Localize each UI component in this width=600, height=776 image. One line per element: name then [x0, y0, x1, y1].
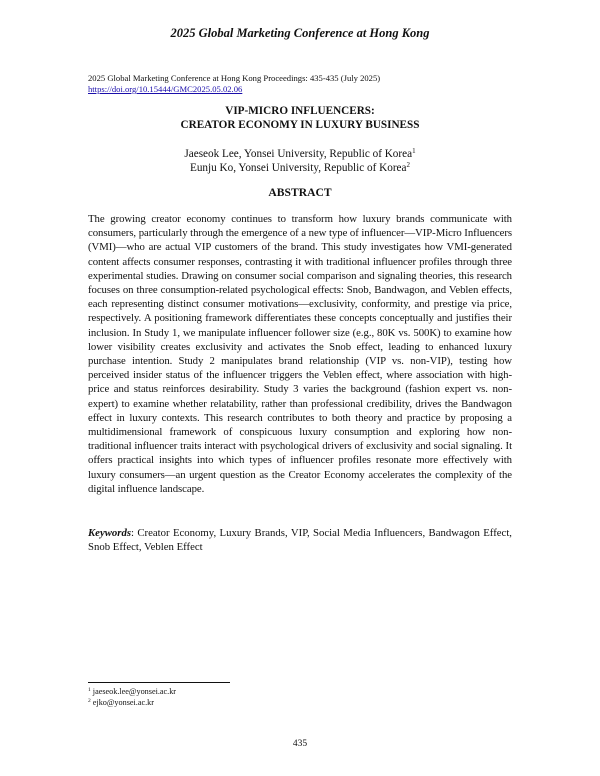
author-1-footnote-mark: 1 [412, 147, 416, 155]
title-line-2: CREATOR ECONOMY IN LUXURY BUSINESS [180, 119, 420, 131]
author-2-footnote-mark: 2 [406, 161, 410, 169]
proceedings-info [88, 73, 528, 95]
keywords-label: Keywords [88, 527, 131, 539]
footnotes [88, 686, 176, 708]
author-2 [60, 161, 540, 175]
abstract-body: The growing creator economy continues to transform how luxury brands communicate with consumers, particularly through the emergence of a new type of influencer—VIP-Micro Influencers (VMI)—who are actual VIP customers of the brand. This study investigates how VMI-generated content affects consumer responses, contrasting it with traditional influencer profiles through three experimental studies. Drawing on consumer social comparison and signaling theories, this research focuses on three consumption-related psychological effects: Snob, Bandwagon, and Veblen effects, each representing distinct consumer motivations—exclusivity, conformity, and prestige via price, respectively. A positioning framework differentiates these concepts conceptually and justifies their inclusion. In Study 1, we manipulate influencer follower size (e.g., 80K vs. 500K) to examine how lower visibility creates exclusivity and activates the Snob effect, leading to enhanced luxury purchase intention. Study 2 manipulates brand relationship (VIP vs. non-VIP), testing how perceived insider status of the influencer triggers the Veblen effect, where association with high-price and status reinforces desirability. Study 3 varies the background (fashion expert vs. non-expert) to examine whether relatability, rather than professional credibility, drives the Bandwagon effect in luxury contexts. This research contributes to both theory and practice by proposing a multidimensional framework of conspicuous luxury consumption and exploring how non-traditional influencer traits interact with psychological drivers of exclusivity and social signaling. It offers practical insights into which types of influencer profiles resonate more effectively with luxury consumers—an urgent question as the Creator Economy accelerates the complexity of the digital influence landscape. [88, 213, 512, 495]
proceedings-citation: 2025 Global Marketing Conference at Hong Kong Proceedings: 435-435 (July 2025) [88, 73, 381, 83]
author-1 [60, 147, 540, 161]
footnote-1-mark: 1 [88, 687, 91, 693]
footnote-1 [88, 686, 176, 697]
footnote-2-email: ejko@yonsei.ac.kr [90, 698, 154, 707]
author-2-text: Eunju Ko, Yonsei University, Republic of Korea [190, 162, 407, 174]
title-line-1: VIP-MICRO INFLUENCERS: [225, 105, 375, 117]
author-list [60, 147, 540, 175]
footnote-1-email: jaeseok.lee@yonsei.ac.kr [90, 687, 177, 696]
author-1-text: Jaeseok Lee, Yonsei University, Republic of Korea [184, 148, 413, 160]
footnote-2 [88, 697, 176, 708]
running-header: 2025 Global Marketing Conference at Hong Kong [170, 26, 430, 40]
page-number: 435 [292, 739, 308, 749]
abstract-heading: ABSTRACT [268, 186, 332, 199]
doi-link[interactable]: https://doi.org/10.15444/GMC2025.05.02.06 [88, 84, 243, 94]
keywords [88, 526, 512, 554]
footnote-2-mark: 2 [88, 698, 91, 704]
keywords-text: : Creator Economy, Luxury Brands, VIP, Social Media Influencers, Bandwagon Effect, Snob Effect, Veblen Effect [88, 527, 512, 554]
footnote-divider [88, 682, 230, 683]
paper-title [60, 104, 540, 132]
